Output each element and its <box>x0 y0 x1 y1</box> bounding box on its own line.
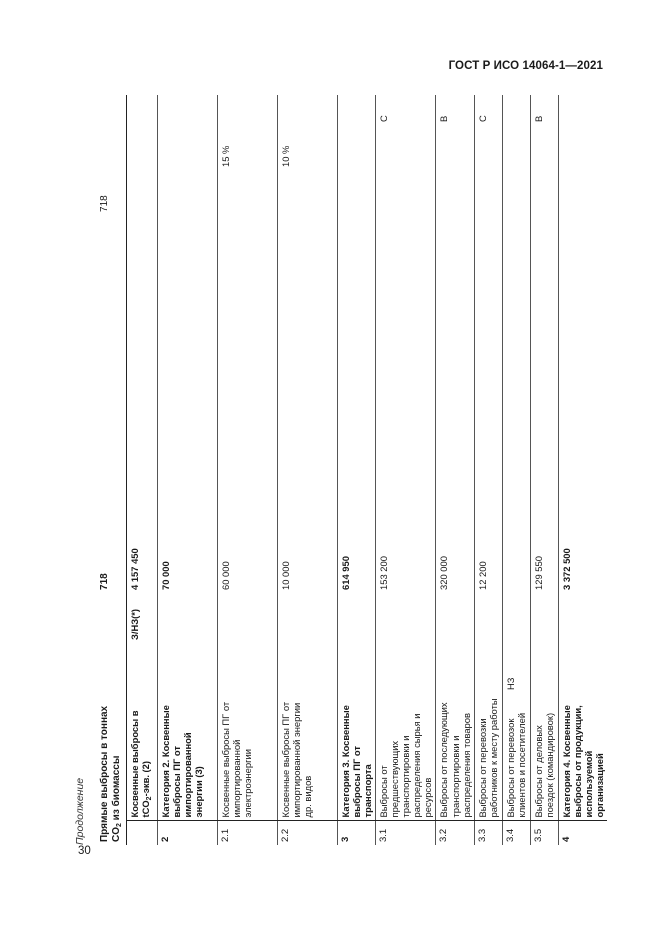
cell-quality: B <box>438 115 450 122</box>
row-index: 4 <box>558 821 607 845</box>
row-index: 3.1 <box>376 821 436 845</box>
row-label: Косвенные выбросы ПГ от импортированной энергии др. видов <box>279 701 313 818</box>
cell-emissions: 70 000 <box>159 561 171 590</box>
table-row <box>558 95 607 845</box>
row-label: Выбросы от деловых поездок (командировок) <box>532 712 555 818</box>
row-index: 2.2 <box>277 821 337 845</box>
row-label: Категория 2. Косвенные выбросы ПГ от импортированной энергии (3) <box>159 705 205 818</box>
row-index: 3.2 <box>436 821 474 845</box>
row-label: Категория 3. Косвенные выбросы ПГ от транспорта <box>339 705 373 818</box>
cell-emissions: 614 950 <box>339 556 351 590</box>
table-row <box>337 95 375 845</box>
cell-emissions: 3 372 500 <box>560 548 572 590</box>
table-row <box>376 95 436 845</box>
cell-emissions: 60 000 <box>219 561 231 590</box>
table-row <box>474 95 502 845</box>
cell-quality: C <box>476 115 488 122</box>
row-label: Косвенные выбросы ПГ от импортированной электроэнергии <box>219 701 253 818</box>
row-index: 3.4 <box>502 821 530 845</box>
row-index: 3.3 <box>474 821 502 845</box>
row-label: Выбросы от перевозок клиентов и посетителей <box>504 712 527 818</box>
cell-quality: B <box>532 115 544 122</box>
cell-emissions: 12 200 <box>476 561 488 590</box>
cell-share: 10 % <box>279 145 291 167</box>
row-index: 3.5 <box>530 821 558 845</box>
table-header-row <box>96 95 127 845</box>
table-row <box>217 95 277 845</box>
row-label: Выбросы от последующих транспортировки и распределения товаров <box>438 702 472 818</box>
row-label: Категория 4. Косвенные выбросы от продукции, используемой организацией <box>560 705 606 818</box>
cell-quality: C <box>378 115 390 122</box>
table-row <box>436 95 474 845</box>
row-label: Косвенные выбросы в tCO$_2$-экв. (2) <box>129 710 154 818</box>
page-number: 30 <box>78 845 91 857</box>
cell-significance: З/НЗ(*) <box>129 608 141 640</box>
cell-emissions: 153 200 <box>378 556 390 590</box>
document-header: ГОСТ Р ИСО 14064-1—2021 <box>448 60 603 72</box>
cell-emissions: 10 000 <box>279 561 291 590</box>
continuation-label: Продолжение <box>74 777 86 845</box>
row-index: 2.1 <box>217 821 277 845</box>
cell-status: НЗ <box>504 677 516 690</box>
table-row <box>157 95 217 845</box>
table-row <box>530 95 558 845</box>
row-index: 2 <box>157 821 217 845</box>
emissions-table <box>96 95 607 845</box>
biomass-value-1: 718 <box>99 573 110 590</box>
cell-emissions: 4 157 450 <box>129 548 141 590</box>
table-row <box>127 95 157 845</box>
table-row <box>277 95 337 845</box>
row-index <box>127 821 157 845</box>
row-label: Выбросы от предшествующих транспортировки и распределения сырья и ресурсов <box>378 713 434 818</box>
cell-emissions: 129 550 <box>532 556 544 590</box>
biomass-value-2: 718 <box>99 195 110 212</box>
row-index: 3 <box>337 821 375 845</box>
cell-emissions: 320 000 <box>438 556 450 590</box>
biomass-heading: Прямые выбросы в тоннах $CO_2$ из биомассы <box>99 705 123 842</box>
cell-share: 15 % <box>219 145 231 167</box>
rotated-table-page <box>74 95 606 845</box>
row-label: Выбросы от перевозки работников к месту работы <box>476 698 499 818</box>
table-row <box>502 95 530 845</box>
